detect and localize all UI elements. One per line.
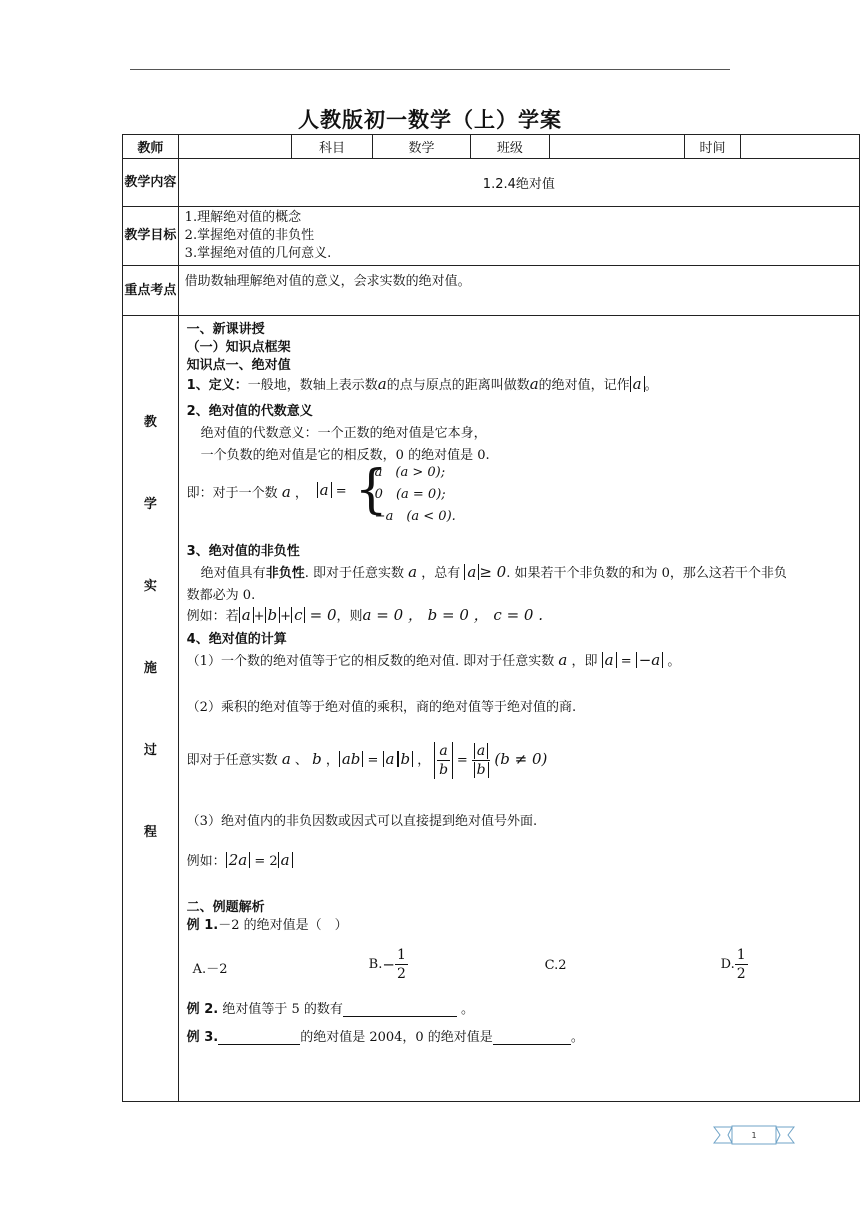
lesson-plan-table [122,134,860,1102]
choice-a: A.－2 [192,962,228,977]
algebra-text: 绝对值的代数意义：一个正数的绝对值是它本身， [200,426,487,441]
goal-item: 1.理解绝对值的概念 [184,210,302,225]
goal-item: 2.掌握绝对值的非负性 [184,228,315,243]
subject-value: 数学 [373,135,470,159]
choice-b: B.− $\frac{1}{2}$ [368,947,406,982]
goal-item: 3.掌握绝对值的几何意义. [184,246,332,261]
knowledge-heading: 知识点一、绝对值 [186,358,291,373]
content-label: 教学内容 [123,159,179,207]
calc-rule-3-example: 例如： 2a = 2 a [187,850,293,869]
example-1: 例 1.－2 的绝对值是（ ） [186,918,348,933]
teacher-value [178,135,291,159]
time-value [740,135,859,159]
key-label: 重点考点 [123,266,179,316]
definition-line: 1、定义：一般地，数轴上表示数a的点与原点的距离叫做数a的绝对值，记作 a 。 [186,375,658,393]
page-number-ribbon [712,1123,796,1147]
goals-label: 教学目标 [123,207,179,266]
calc-rule-3: （3）绝对值内的非负因数或因式可以直接提到绝对值号外面. [186,814,538,829]
class-label: 班级 [470,135,550,159]
nonneg-text: 绝对值具有非负性. 即对于任意实数 a ，总有 a ≥ 0. 如果若干个非负数的和为 0，那么这若干个非负 [200,563,787,581]
example-2: 例 2. 绝对值等于 5 的数有 。 [186,1002,475,1017]
calc-heading: 4、绝对值的计算 [186,632,287,647]
process-char: 施 [143,661,157,676]
content-value: 1.2.4绝对值 [178,159,859,207]
subsection-heading: （一）知识点框架 [186,340,291,355]
process-char: 学 [143,497,157,512]
process-char: 过 [143,743,157,758]
section-heading: 一、新课讲授 [186,322,265,337]
process-label [123,316,179,1102]
page-number: 1 [751,1131,757,1140]
section-heading: 二、例题解析 [186,900,265,915]
algebra-heading: 2、绝对值的代数意义 [186,404,313,419]
process-content: 一、新课讲授 （一）知识点框架 知识点一、绝对值 1、定义：一般地，数轴上表示数a的点与原点的距离叫做数a的绝对值，记作 a 。 2、绝对值的代数意义 绝对值的代数意义：一个正数的绝对值是它本身， 一个负数的绝对值是它的相反数，0 的绝对值是 0. 即：对于一个数 a ， a = { a (a > 0); 0 (a = 0); −a (a < 0). 3、绝对值的非负性 绝对值具有非负性. 即对于任意实数 a ，总有 a ≥ 0. 如果若干个非负数的和为 0，那么这若干个非负 数都必为 0. 例如：若 a + b + c = 0，则a = 0 ， b = 0 ， c = 0 . 4、绝对值的计算 （1）一个数的绝对值等于它的相反数的绝对值. 即对于任意实数 a ，即 a = −a 。 （2）乘积的绝对值等于绝对值的乘积，商的绝对值等于绝对值的商. 即对于任意实数 a 、 b ， ab = a b ， $\frac{a}{b}$ = $\frac{a}{b}$ (b ≠ 0) （3）绝对值内的非负因数或因式可以直接提到绝对值号外面. 例如： 2a = 2 a 二、例题解析 例 1.－2 的绝对值是（ ） A.－2 B.− $\frac{1}{2}$ C.2 D. $\frac{1}{2}$ 例 2. 绝对值等于 5 的数有 。 例 3. 的绝对值是 2004，0 的绝对值是 。 [178,316,859,1102]
calc-rule-2: （2）乘积的绝对值等于绝对值的乘积，商的绝对值等于绝对值的商. [186,700,577,715]
example-3: 例 3. 的绝对值是 2004，0 的绝对值是 。 [186,1030,584,1045]
goals-list [178,207,859,266]
time-label: 时间 [685,135,741,159]
piecewise-intro: 即：对于一个数 a ， [186,483,308,501]
teacher-label: 教师 [123,135,179,159]
process-char: 程 [143,825,157,840]
process-char: 实 [143,579,157,594]
key-value: 借助数轴理解绝对值的意义，会求实数的绝对值。 [178,266,859,316]
header-rule [130,69,730,70]
nonneg-text: 数都必为 0. [186,588,256,603]
nonneg-heading: 3、绝对值的非负性 [186,544,300,559]
choice-c: C.2 [544,958,567,973]
algebra-text: 一个负数的绝对值是它的相反数，0 的绝对值是 0. [200,448,490,463]
document-title: 人教版初一数学（上）学案 [298,108,562,132]
subject-label: 科目 [291,135,372,159]
process-char: 教 [143,415,157,430]
nonneg-example: 例如：若 a + b + c = 0，则a = 0 ， b = 0 ， c = 0 . [186,606,544,624]
calc-rule-1: （1）一个数的绝对值等于它的相反数的绝对值. 即对于任意实数 a ，即 a = −a 。 [186,651,681,669]
choice-d: D. $\frac{1}{2}$ [720,947,746,982]
class-value [550,135,685,159]
calc-rule-2-formula: 即对于任意实数 a 、 b ， ab = a b ， $\frac{a}{b}$ = $\frac{a}{b}$ (b ≠ 0) [186,743,548,778]
